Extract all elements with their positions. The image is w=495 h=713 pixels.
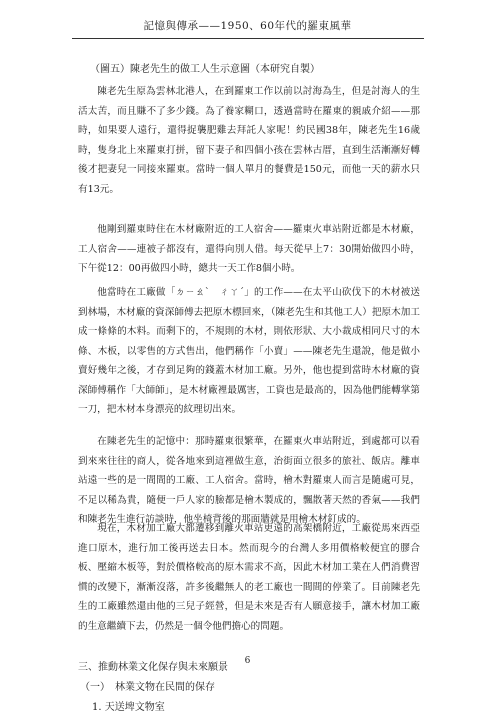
paragraph-1: 陳老先生原為雲林北港人，在到羅東工作以前以討海為生，但是討海人的生活太苦，而且賺不了多少錢。為了養家糊口，透過當時在羅東的親戚介紹——那時，如果要人遠行，還得捉襲肥雞去拜託人家呢！約民國38年，陳老先生16歲時，隻身北上來羅東打拼，留下妻子和四個小孩在雲林古厝，直到生活漸漸好轉後才把妻兒一同接來羅東。當時一個人單月的餐費是150元，而他一天的薪水只有13元。 (78, 86, 420, 195)
figure-caption: （圖五）陳老先生的做工人生示意圖（本研究自製） (90, 64, 320, 75)
paragraph-3: 他當時在工廠做「ㄉㄧㄠˋ ㄔㄚˊ」的工作——在太平山砍伐下的木材被送到林場，木材廠的資深師傅去把原木標回來，（陳老先生和其他工人）把原木加工成一條條的木料。而剩下的，不規則的木材，則依形狀、大小裁成相同尺寸的木條、木板，以零售的方式售出，他們稱作「小賣」——陳老先生還說，他是做小賣好幾年之後，才存到足夠的錢蓋木材加工廠。另外，他也提到當時木材廠的資深師傅稱作「大師師」，是木材廠裡最厲害，工資也是最高的，因為他們能轉掌第一刀，把木材本身漂亮的紋理切出來。 (78, 287, 420, 415)
paragraph-2: 他剛到羅東時住在木材廠附近的工人宿舍——羅東火車站附近都是木材廠，工人宿舍——連被子都沒有，還得向別人借。每天從早上7：30開始做四小時，下午從12：00再做四小時，總共一天工作8個小時。 (78, 224, 420, 274)
list-item: 1. 天送埤文物室 (92, 702, 165, 713)
page-number: 6 (244, 656, 251, 666)
paragraph-4: 在陳老先生的記憶中：那時羅東很繁華，在羅東火車站附近，到處都可以看到來來往往的商人，從各地來到這裡做生意，治街面立很多的旅社、飯店。離車站遠一些的是一間間的工廠、工人宿舍。當時，檜木對羅東人而言是隨處可見，不足以稀為貴，隨便一戶人家的臉都是檜木製成的，飄散著天然的香氣——我們和陳老先生進行訪談時，他坐椅背後的那面牆就是用檜木材釘成的。 (78, 436, 420, 525)
section-heading: 三、推動林業文化保存與未來願景 (78, 662, 228, 673)
paragraph-5: 現在，木材加工廠大都遷移到離火車站更遠的高架橋附近，工廠從馬來西亞進口原木，進行加工後再送去日本。然而現今的台灣人多用價格較便宜的膠合板、壓縮木板等，對於價格較高的原木需求不高，因此木材加工業在人們消費習慣的改變下，漸漸沒落，許多後繼無人的老工廠也一間間的停業了。目前陳老先生的工廠雖然還由他的三兒子經營，但是未來是否有人願意接手，讓木材加工廠的生意繼續下去，仍然是一個令他們擔心的問題。 (78, 523, 420, 632)
subsection-heading: （一） 林業文物在民間的保存 (80, 682, 215, 693)
running-header: 記憶與傳承——1950、60年代的羅東風華 (143, 20, 352, 32)
header-rule (72, 38, 424, 39)
